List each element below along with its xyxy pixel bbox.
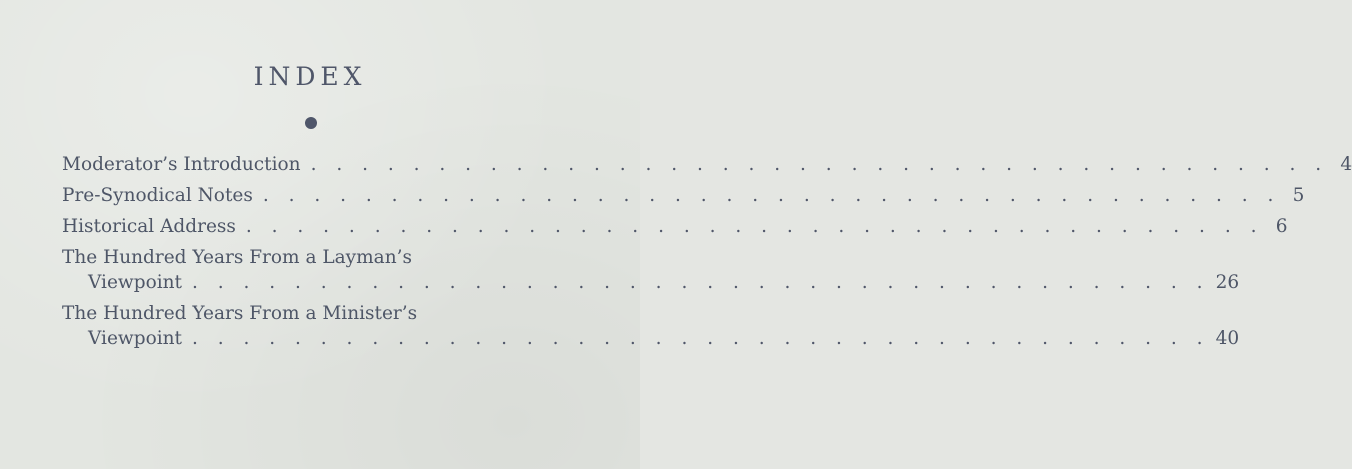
toc-entry-title-continued: Viewpoint [88,272,182,293]
toc-entry [62,185,1305,210]
dot-leader: . . . . . . . . . . . . . . . . . . . . . . . . . . . . . . . . . . . . . . . . [310,154,1329,175]
toc-entry [62,303,1240,353]
table-of-contents [62,154,1352,353]
toc-entry [62,154,1352,179]
toc-entry-page: 40 [1215,328,1240,349]
dot-leader: . . . . . . . . . . . . . . . . . . . . . . . . . . . . . . . . . . . . . . . . [245,216,1264,237]
dot-leader: . . . . . . . . . . . . . . . . . . . . . . . . . . . . . . . . . . . . . . . . [191,328,1210,349]
toc-entry-title-continued: Viewpoint [88,328,182,349]
toc-entry-title: Moderator’s Introduction [62,154,301,175]
ornament-dot-icon [305,117,317,129]
toc-entry [62,216,1288,241]
dot-leader: . . . . . . . . . . . . . . . . . . . . . . . . . . . . . . . . . . . . . . . . [191,272,1210,293]
toc-entry-title: Pre-Synodical Notes [62,185,253,206]
index-title: INDEX [253,62,367,91]
toc-entry-page: 4 [1340,154,1352,175]
toc-entry-page: 6 [1275,216,1288,237]
toc-entry [62,247,1240,297]
toc-entry-title: The Hundred Years From a Layman’s [62,247,412,268]
toc-entry-page: 26 [1215,272,1240,293]
toc-entry-title: The Hundred Years From a Minister’s [62,303,418,324]
dot-leader: . . . . . . . . . . . . . . . . . . . . . . . . . . . . . . . . . . . . . . . . [262,185,1281,206]
toc-entry-title: Historical Address [62,216,236,237]
toc-entry-page: 5 [1292,185,1305,206]
